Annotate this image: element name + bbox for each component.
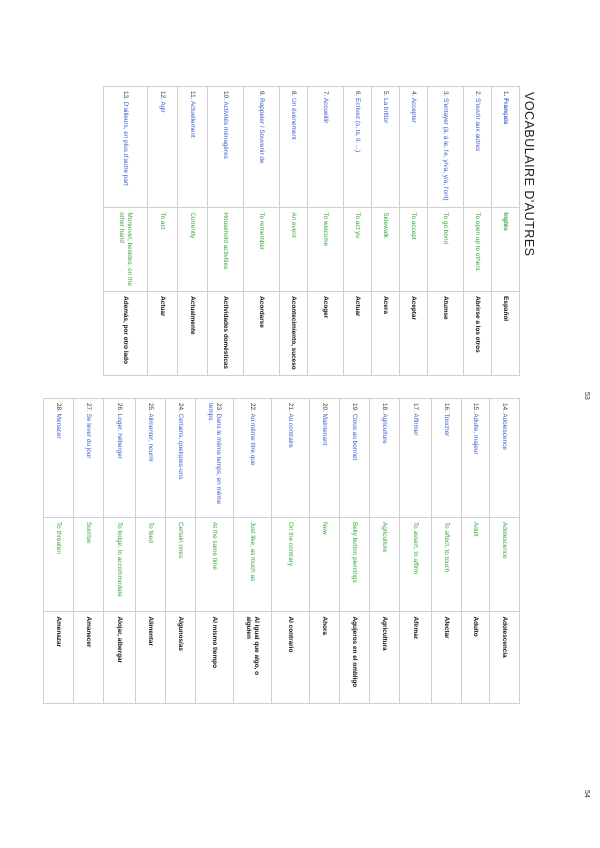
english-term: An event <box>280 208 308 292</box>
table-row <box>370 399 400 704</box>
french-term: 1. Français <box>492 87 520 208</box>
french-text: Toucher <box>443 413 451 437</box>
french-term: 15. Adulte, majeur <box>462 399 490 518</box>
spanish-term: Actuar <box>344 292 372 376</box>
spanish-term: Amenazar <box>44 612 74 704</box>
french-term: 7. Accueillir <box>308 87 344 208</box>
row-number: 14 <box>501 403 509 411</box>
table-row <box>196 399 234 704</box>
table-row <box>490 399 520 704</box>
table-row <box>310 399 340 704</box>
table-row <box>432 399 462 704</box>
row-number: 15 <box>472 403 480 411</box>
row-number: 7 <box>322 91 330 95</box>
french-text: Clous au bonnet <box>351 413 359 461</box>
french-text: Au contraire <box>287 413 295 448</box>
french-term: 14. Adolescence <box>490 399 520 518</box>
row-number: 24 <box>177 403 185 411</box>
spanish-term: Ahora <box>310 612 340 704</box>
french-term: 27. Se lever du jour <box>74 399 104 518</box>
french-text: Affirmer <box>412 413 420 436</box>
spanish-term: Al mismo tiempo <box>196 612 234 704</box>
table-row <box>464 87 492 376</box>
spanish-term: Alojar, albergar <box>104 612 136 704</box>
table-row <box>104 399 136 704</box>
spanish-term: Acordarse <box>244 292 280 376</box>
french-text: Actuellement <box>189 100 197 138</box>
english-term: Moreover, besides, on the other hand <box>104 208 148 292</box>
row-number: 20 <box>321 403 329 411</box>
french-text: Se lever du jour <box>85 413 93 459</box>
french-text: Maintenant <box>321 413 329 446</box>
vocabulary-table-right <box>43 398 520 704</box>
row-number: 4 <box>410 91 418 95</box>
french-term: 6. Ecrivez (s, ts, ll, ...) <box>344 87 372 208</box>
row-number: 6 <box>354 91 362 95</box>
row-number: 3 <box>442 91 450 95</box>
spanish-term: Al contrario <box>272 612 310 704</box>
french-term: 22. Au même titre que <box>234 399 272 518</box>
french-term: 10. Activités ménagères <box>208 87 244 208</box>
english-term: To act yu <box>344 208 372 292</box>
english-term: To lodge, to accommodate <box>104 517 136 612</box>
row-number: 27 <box>85 403 93 411</box>
row-number: 1 <box>502 91 510 95</box>
french-term: 17. Affirmer <box>400 399 432 518</box>
row-number: 9 <box>258 91 266 95</box>
french-term: 26. Loger, héberger <box>104 399 136 518</box>
english-term: Sunrise <box>74 517 104 612</box>
vocabulary-table-left <box>103 86 520 376</box>
spanish-term: Español <box>492 292 520 376</box>
spanish-term: Afectar <box>432 612 462 704</box>
english-term: To assert, to affirm <box>400 517 432 612</box>
row-number: 13 <box>122 91 130 99</box>
table-row <box>178 87 208 376</box>
french-text: Agriculture <box>381 413 389 444</box>
french-term: 18. Agriculture <box>370 399 400 518</box>
row-number: 5 <box>382 91 390 95</box>
table-row <box>136 399 166 704</box>
row-number: 17 <box>412 403 420 411</box>
french-text: Accueillir <box>322 97 330 124</box>
table-row <box>208 87 244 376</box>
french-text: Au même titre que <box>249 413 257 466</box>
spanish-term: Acoger <box>308 292 344 376</box>
french-text: D'ailleurs, en plus d'autre part <box>122 101 130 186</box>
table-row <box>234 399 272 704</box>
french-term: 5. La brittor <box>372 87 400 208</box>
french-text: Ecrivez (s, ts, ll, ...) <box>354 98 362 153</box>
table-row <box>492 87 520 376</box>
table-row <box>44 399 74 704</box>
row-number: 25 <box>147 403 155 411</box>
english-term: Inglés <box>492 208 520 292</box>
row-number: 16 <box>443 403 451 411</box>
french-text: Menacer <box>55 413 63 439</box>
french-term: 23. Dans le même temps, en même temps <box>196 399 234 518</box>
french-term: 13. D'ailleurs, en plus d'autre part <box>104 87 148 208</box>
english-term: To open up to others <box>464 208 492 292</box>
french-text: Alimenter, nourrir <box>147 413 155 462</box>
english-term: On the contrary <box>272 517 310 612</box>
spanish-term: Aceptar <box>400 292 428 376</box>
spanish-term: Amanecer <box>74 612 104 704</box>
page-number-left: 53 <box>583 392 590 400</box>
spanish-term: Acontecimiento, suceso <box>280 292 308 376</box>
french-term: 11. Actuellement <box>178 87 208 208</box>
english-term: Adult <box>462 517 490 612</box>
english-term: Belly button piercings <box>340 517 370 612</box>
english-term: To act <box>148 208 178 292</box>
english-term: To threaten <box>44 517 74 612</box>
english-term: Sidewalk <box>372 208 400 292</box>
french-text: Activités ménagères <box>222 101 230 159</box>
spanish-term: Algunos/as <box>166 612 196 704</box>
table-row <box>462 399 490 704</box>
table-row <box>244 87 280 376</box>
table-row <box>400 87 428 376</box>
table-row <box>400 399 432 704</box>
table-row <box>428 87 464 376</box>
page-number-right: 54 <box>583 790 590 798</box>
table-row <box>280 87 308 376</box>
table-row <box>166 399 196 704</box>
row-number: 11 <box>189 91 197 98</box>
spanish-term: Agricultura <box>370 612 400 704</box>
french-text: Un événement <box>290 98 298 140</box>
french-term: 16. Toucher <box>432 399 462 518</box>
row-number: 2 <box>474 91 482 95</box>
french-term: 12. Agir <box>148 87 178 208</box>
english-term: Currently <box>178 208 208 292</box>
english-term: Now <box>310 517 340 612</box>
french-term: 8. Un événement <box>280 87 308 208</box>
row-number: 28 <box>55 403 63 411</box>
spanish-term: Acera <box>372 292 400 376</box>
english-term: Just like, as much as <box>234 517 272 612</box>
french-text: S'ouvrir aux autres <box>474 98 482 152</box>
french-term: 19. Clous au bonnet <box>340 399 370 518</box>
english-term: To remember <box>244 208 280 292</box>
french-text: S'entayer (à, à le, l'e, y/va, y/a, l'ont) <box>442 98 450 201</box>
french-term: 25. Alimenter, nourrir <box>136 399 166 518</box>
table-row <box>272 399 310 704</box>
row-number: 10 <box>222 91 230 99</box>
row-number: 21 <box>287 403 295 411</box>
french-text: Rappeler / Souvenir de <box>258 98 266 164</box>
spanish-term: Al igual que algo, o alguien <box>234 612 272 704</box>
english-term: To feed <box>136 517 166 612</box>
english-term: To affect, to touch <box>432 517 462 612</box>
table-row <box>344 87 372 376</box>
spanish-term: Atumse <box>428 292 464 376</box>
spanish-term: Abrirse a los otros <box>464 292 492 376</box>
english-term: To welcome <box>308 208 344 292</box>
french-text: Adulte, majeur <box>472 413 480 455</box>
english-term: To go bond <box>428 208 464 292</box>
french-term: 3. S'entayer (à, à le, l'e, y/va, y/a, l'ont) <box>428 87 464 208</box>
french-text: Adolescence <box>501 413 509 450</box>
spanish-term: Agujeros en el ombligo <box>340 612 370 704</box>
french-term: 9. Rappeler / Souvenir de <box>244 87 280 208</box>
english-term: Agriculture <box>370 517 400 612</box>
row-number: 26 <box>116 403 124 411</box>
document-title: VOCABULAIRE D'AUTRES <box>522 92 536 257</box>
french-term: 4. Accepter <box>400 87 428 208</box>
table-row <box>148 87 178 376</box>
table-row <box>340 399 370 704</box>
french-text: Accepter <box>410 97 418 123</box>
spanish-term: Actualmente <box>178 292 208 376</box>
row-number: 19 <box>351 403 359 411</box>
spanish-term: Alimentar <box>136 612 166 704</box>
french-text: Français <box>502 98 510 125</box>
spanish-term: Actuar <box>148 292 178 376</box>
french-term: 20. Maintenant <box>310 399 340 518</box>
table-row <box>74 399 104 704</box>
table-row <box>372 87 400 376</box>
english-term: Adolescence <box>490 517 520 612</box>
french-term: 21. Au contraire <box>272 399 310 518</box>
table-row <box>308 87 344 376</box>
english-term: Household activities <box>208 208 244 292</box>
spanish-term: Además, por otro lado <box>104 292 148 376</box>
french-term: 28. Menacer <box>44 399 74 518</box>
english-term: Certain ones <box>166 517 196 612</box>
english-term: To accept <box>400 208 428 292</box>
table-row <box>104 87 148 376</box>
spanish-term: Afirmar <box>400 612 432 704</box>
row-number: 23 <box>214 403 222 411</box>
english-term: At the same time <box>196 517 234 612</box>
row-number: 12 <box>159 91 167 99</box>
spanish-term: Adolescencia <box>490 612 520 704</box>
french-text: Dans le même temps, en même temps <box>207 403 222 505</box>
row-number: 22 <box>249 403 257 411</box>
french-term: 24. Certains, quelques-uns <box>166 399 196 518</box>
french-term: 2. S'ouvrir aux autres <box>464 87 492 208</box>
row-number: 18 <box>381 403 389 411</box>
spanish-term: Actividades domésticas <box>208 292 244 376</box>
spanish-term: Adulto <box>462 612 490 704</box>
french-text: Certains, quelques-uns <box>177 413 185 480</box>
french-text: Loger, héberger <box>116 413 124 459</box>
french-text: Agir <box>159 101 167 113</box>
row-number: 8 <box>290 91 298 95</box>
french-text: La brittor <box>382 98 390 124</box>
